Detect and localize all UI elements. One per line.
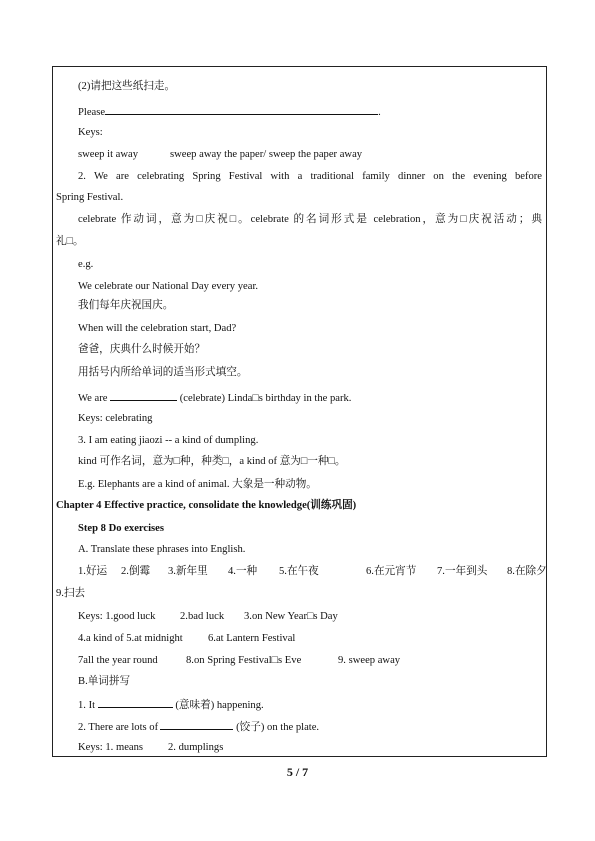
text-segment: We are bbox=[78, 393, 108, 404]
text-line: kind 可作名词，意为□种，种类□，a kind of 意为□一种□。 bbox=[78, 456, 346, 467]
text-segment: 2. dumplings bbox=[168, 742, 224, 753]
text-segment: (饺子) on the plate. bbox=[236, 722, 320, 733]
text-segment: sweep away the paper/ sweep the paper away bbox=[170, 149, 363, 160]
fill-in-line bbox=[78, 390, 351, 406]
answer-blank[interactable] bbox=[110, 390, 177, 401]
text-segment: 2. There are lots of bbox=[78, 722, 159, 733]
keys-line bbox=[78, 632, 295, 646]
keys-line bbox=[78, 741, 223, 755]
list-item: 8.在除夕 bbox=[507, 566, 547, 577]
step-heading: Step 8 Do exercises bbox=[78, 523, 165, 534]
keys-line bbox=[78, 148, 362, 162]
list-item: 2.倒霉 bbox=[121, 566, 151, 577]
text-segment: (意味着) happening. bbox=[175, 700, 264, 711]
text-line: 用括号内所给单词的适当形式填空。 bbox=[78, 367, 248, 378]
text-line: When will the celebration start, Dad? bbox=[78, 323, 237, 334]
list-item: 6.在元宵节 bbox=[366, 566, 417, 577]
phrase-list bbox=[78, 565, 547, 579]
answer-blank[interactable] bbox=[160, 719, 233, 730]
text-segment: Please bbox=[78, 107, 106, 118]
text-segment: 4.a kind of 5.at midnight bbox=[78, 633, 183, 644]
text-segment: 3.on New Year□s Day bbox=[244, 611, 338, 622]
text-line: 我们每年庆祝国庆。 bbox=[78, 300, 174, 311]
text-line: 3. I am eating jiaozi -- a kind of dumpling. bbox=[78, 435, 259, 446]
answer-blank[interactable] bbox=[105, 104, 378, 115]
text-line: e.g. bbox=[78, 259, 94, 270]
text-segment: Keys: 1. means bbox=[78, 742, 144, 753]
text-line: B.单词拼写 bbox=[78, 676, 131, 687]
chapter-heading: Chapter 4 Effective practice, consolidate the knowledge(训练巩固) bbox=[56, 500, 357, 511]
fill-in-line bbox=[78, 719, 319, 735]
text-line: 2. We are celebrating Spring Festival with a traditional family dinner on the evening before bbox=[78, 171, 542, 182]
text-line: 爸爸，庆典什么时候开始？ bbox=[78, 344, 206, 355]
list-item: 9.扫去 bbox=[56, 588, 86, 599]
text-segment: 9. sweep away bbox=[338, 655, 401, 666]
fill-in-line bbox=[78, 104, 381, 120]
fill-in-line bbox=[78, 697, 264, 713]
text-line: Spring Festival. bbox=[56, 192, 124, 203]
text-line: We celebrate our National Day every year. bbox=[78, 281, 259, 292]
text-segment: . bbox=[378, 107, 381, 118]
list-item: 3.新年里 bbox=[168, 566, 208, 577]
text-segment: 6.at Lantern Festival bbox=[208, 633, 296, 644]
list-item: 1.好运 bbox=[78, 566, 108, 577]
text-line: E.g. Elephants are a kind of animal. 大象是一种动物。 bbox=[78, 479, 317, 490]
text-segment: 7all the year round bbox=[78, 655, 158, 666]
text-line: Keys: bbox=[78, 127, 103, 138]
text-line: celebrate 作动词，意为□庆祝□。celebrate 的名词形式是 celebration，意为□庆祝活动；典 bbox=[78, 214, 542, 225]
text-line: Keys: celebrating bbox=[78, 413, 153, 424]
text-segment: 2.bad luck bbox=[180, 611, 225, 622]
keys-line bbox=[78, 610, 338, 624]
text-segment: sweep it away bbox=[78, 149, 139, 160]
text-line: (2)请把这些纸扫走。 bbox=[78, 81, 176, 92]
list-item: 4.一种 bbox=[228, 566, 258, 577]
text-segment: (celebrate) Linda□s birthday in the park. bbox=[179, 393, 352, 404]
text-segment: 8.on Spring Festival□s Eve bbox=[186, 655, 302, 666]
text-line: A. Translate these phrases into English. bbox=[78, 544, 246, 555]
text-line: 礼□。 bbox=[56, 236, 84, 247]
list-item: 7.一年到头 bbox=[437, 566, 488, 577]
text-segment: 1. It bbox=[78, 700, 96, 711]
keys-line bbox=[78, 654, 400, 668]
answer-blank[interactable] bbox=[98, 697, 173, 708]
text-segment: Keys: 1.good luck bbox=[78, 611, 156, 622]
page-number: 5 / 7 bbox=[286, 765, 309, 779]
list-item: 5.在午夜 bbox=[279, 566, 319, 577]
